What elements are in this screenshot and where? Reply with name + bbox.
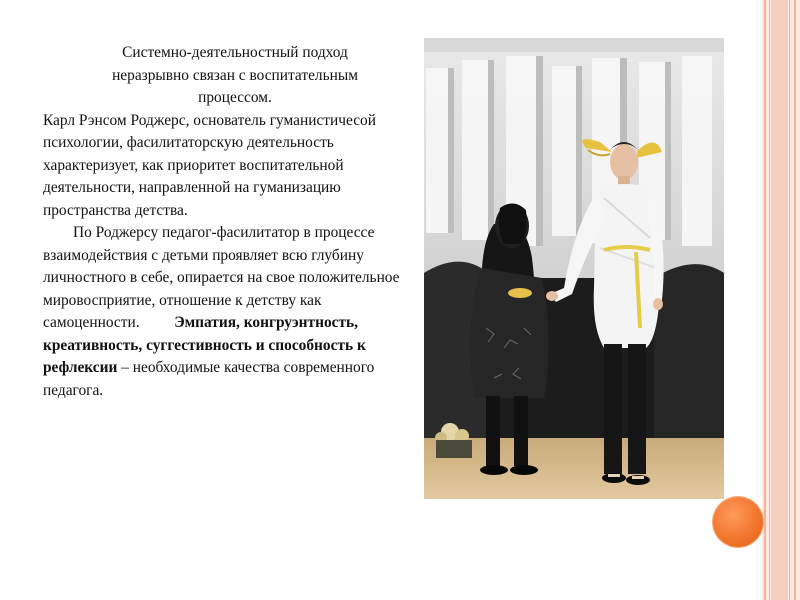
paragraph-facilitator-text: По Роджерсу педагог-фасилитатор в процессе взаимодействия с детьми проявляет всю глубину личностного в себе, опирается на свое положительное мировосприятие, отношение к детству как самоценности. <box>43 224 400 331</box>
border-line <box>794 0 796 600</box>
paragraph-facilitator <box>43 222 423 402</box>
border-line <box>789 0 790 600</box>
qualities-bold: Эмпатия, конгруэнтность, креативность, суггестивность и способность к рефлексии <box>43 314 366 376</box>
heading-line-3: процессом. <box>198 89 272 106</box>
paragraph-rogers: Карл Рэнсом Роджерс, основатель гуманистичесой психологии, фасилитаторскую деятельность характеризует, как приоритет воспитательной деятельности, направленной на гуманизацию пространства детства. <box>43 111 376 219</box>
border-line <box>764 0 766 600</box>
heading-line-1: Системно-деятельностный подход <box>122 44 348 61</box>
photo-illustration <box>424 38 724 499</box>
slide-body-text <box>43 42 423 402</box>
heading-line-2: неразрывно связан с воспитательным <box>112 66 358 84</box>
border-line <box>769 0 770 600</box>
qualities-tail: – необходимые качества современного педагога. <box>43 359 375 399</box>
slide-heading <box>43 42 423 110</box>
decorative-orange-circle <box>713 497 763 547</box>
right-border-band <box>771 0 788 600</box>
stage-performance-photo <box>424 38 724 499</box>
